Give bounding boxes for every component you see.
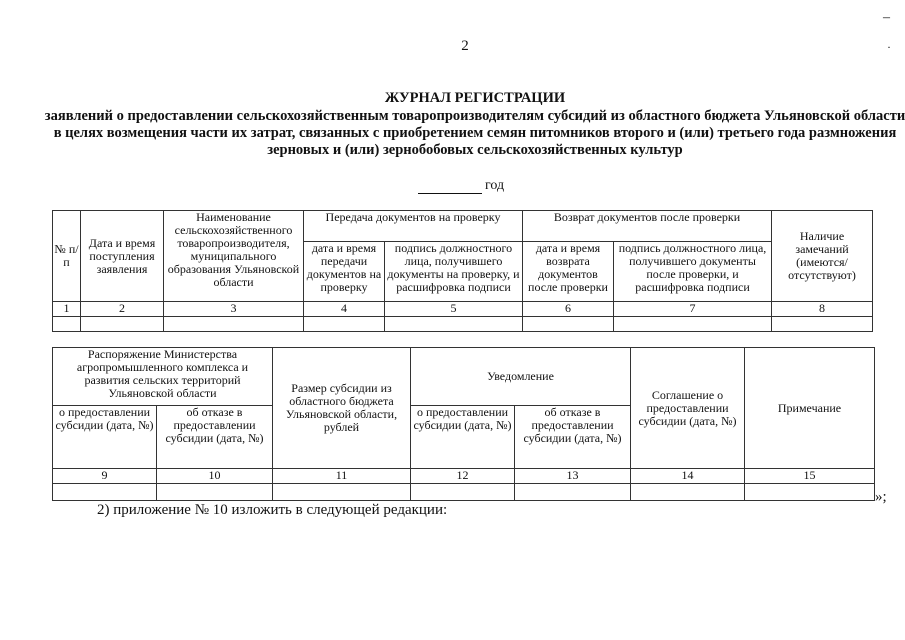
column-number: 12: [411, 469, 515, 484]
registration-table: [52, 210, 873, 332]
table-cell: [385, 317, 523, 332]
header-return-signature: подпись должностного лица, получившего документы после проверки, и расшифровка подписи: [614, 242, 772, 302]
column-number: 7: [614, 302, 772, 317]
table-cell: [614, 317, 772, 332]
header-order-group: Распоряжение Министерства агропромышленного комплекса и развития сельских территорий Ульяновской области: [53, 348, 273, 406]
table-cell: [304, 317, 385, 332]
column-number: 6: [523, 302, 614, 317]
header-date: Дата и время поступления заявления: [81, 211, 164, 302]
header-return-group: Возврат документов после проверки: [523, 211, 772, 242]
corner-mark: –: [883, 10, 890, 25]
year-field: [418, 178, 504, 194]
table-cell: [157, 484, 273, 501]
column-number: 15: [745, 469, 875, 484]
header-remarks: Наличие замечаний (имеются/ отсутствуют): [772, 211, 873, 302]
column-number: 5: [385, 302, 523, 317]
header-applicant-name: Наименование сельскохозяйственного товаропроизводителя, муниципального образования Ульяновской области: [164, 211, 304, 302]
header-transfer-date: дата и время передачи документов на проверку: [304, 242, 385, 302]
column-number: 4: [304, 302, 385, 317]
page-number: 2: [461, 38, 469, 54]
table-cell: [631, 484, 745, 501]
column-number: 9: [53, 469, 157, 484]
column-number: 1: [53, 302, 81, 317]
table-cell: [273, 484, 411, 501]
header-notice-grant: о предоставлении субсидии (дата, №): [411, 406, 515, 469]
column-number: 13: [515, 469, 631, 484]
header-notice-refuse: об отказе в предоставлении субсидии (дата, №): [515, 406, 631, 469]
column-number: 11: [273, 469, 411, 484]
header-order-refuse: об отказе в предоставлении субсидии (дата, №): [157, 406, 273, 469]
table-cell: [515, 484, 631, 501]
table-cell: [772, 317, 873, 332]
table-cell: [53, 484, 157, 501]
header-number: № п/п: [53, 211, 81, 302]
table-cell: [81, 317, 164, 332]
year-blank-line: [418, 181, 482, 194]
header-return-date: дата и время возврата документов после проверки: [523, 242, 614, 302]
journal-title: ЖУРНАЛ РЕГИСТРАЦИИ: [384, 90, 566, 106]
corner-mark: ·: [887, 40, 891, 54]
header-transfer-group: Передача документов на проверку: [304, 211, 523, 242]
table-cell: [523, 317, 614, 332]
header-agreement: Соглашение о предоставлении субсидии (дата, №): [631, 348, 745, 469]
column-number: 10: [157, 469, 273, 484]
header-note: Примечание: [745, 348, 875, 469]
header-notice-group: Уведомление: [411, 348, 631, 406]
amendment-text: 2) приложение № 10 изложить в следующей редакции:: [97, 502, 448, 518]
table-row: [53, 317, 873, 332]
table-cell: [53, 317, 81, 332]
column-number: 3: [164, 302, 304, 317]
table-row: [53, 484, 875, 501]
column-number: 2: [81, 302, 164, 317]
column-number: 14: [631, 469, 745, 484]
header-subsidy-amount: Размер субсидии из областного бюджета Ульяновской области, рублей: [273, 348, 411, 469]
year-label: год: [485, 178, 505, 193]
table-cell: [164, 317, 304, 332]
header-transfer-signature: подпись должностного лица, получившего документы на проверку, и расшифровка подписи: [385, 242, 523, 302]
journal-subtitle: заявлений о предоставлении сельскохозяйственным товаропроизводителям субсидий из областного бюджета Ульяновской области в целях возмещения части их затрат, связанных с приобретением семян питомников второго и (или) третьего года размножения зерновых и (или) зернобобовых сельскохозяйственных культур: [44, 108, 905, 158]
table-cell: [411, 484, 515, 501]
closing-quote: »;: [875, 489, 887, 505]
table-cell: [745, 484, 875, 501]
header-order-grant: о предоставлении субсидии (дата, №): [53, 406, 157, 469]
subsidy-table: [52, 347, 875, 501]
column-number: 8: [772, 302, 873, 317]
